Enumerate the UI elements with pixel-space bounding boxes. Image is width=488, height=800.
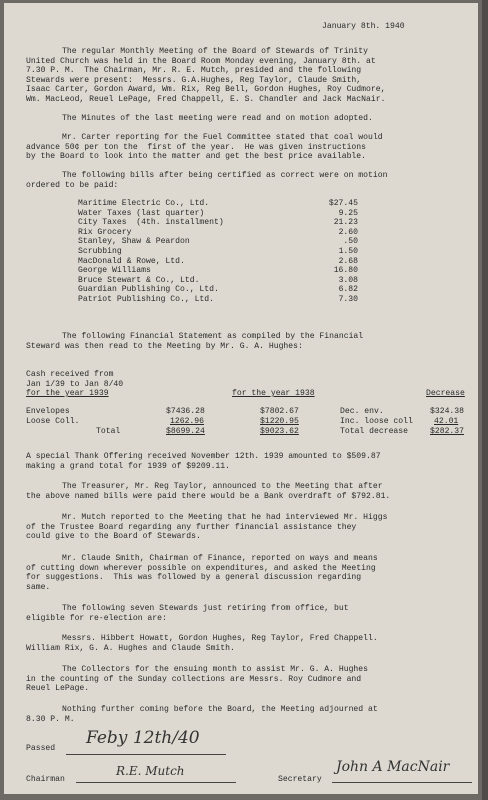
passed-date-handwritten: Feby 12th/40 bbox=[86, 728, 200, 748]
bill-row bbox=[78, 237, 358, 247]
bill-payee: Stanley, Shaw & Peardon bbox=[78, 237, 190, 247]
minutes-paragraph bbox=[26, 114, 466, 124]
loose-decrease: 42.01 bbox=[434, 417, 459, 426]
text-line: in the counting of the Sunday collections are Messrs. Roy Cudmore and bbox=[26, 674, 362, 684]
text-line: United Church was held in the Board Room Monday evening, January 8th. at bbox=[26, 56, 376, 66]
total-label: Total bbox=[96, 427, 121, 436]
text-line: William Rix, G. A. Hughes and Claude Smith. bbox=[26, 643, 235, 653]
bill-payee: Guardian Publishing Co., Ltd. bbox=[78, 285, 219, 295]
bill-row bbox=[78, 295, 358, 305]
bill-row bbox=[78, 218, 358, 228]
bill-payee: Rix Grocery bbox=[78, 227, 132, 237]
secretary-label: Secretary bbox=[278, 775, 322, 784]
loose-label: Loose Coll. bbox=[26, 417, 80, 426]
treasurer-paragraph bbox=[26, 482, 466, 501]
bill-payee: Patriot Publishing Co., Ltd. bbox=[78, 295, 214, 304]
secretary-signature: John A MacNair bbox=[336, 759, 450, 775]
loose-1938: $1220.95 bbox=[260, 417, 299, 426]
financial-intro-paragraph bbox=[26, 332, 466, 351]
bills-intro-paragraph bbox=[26, 171, 466, 190]
text-line: of cutting down wherever possible on expenditures, and asked the Meeting bbox=[26, 563, 376, 573]
bill-row bbox=[78, 285, 358, 295]
envelopes-note: Dec. env. bbox=[340, 407, 384, 416]
thank-offering-paragraph bbox=[26, 452, 466, 471]
meeting-date: January 8th. 1940 bbox=[322, 22, 405, 31]
loose-note: Inc. loose coll bbox=[340, 417, 413, 426]
text-line: by the Board to look into the matter and get the best price available. bbox=[26, 152, 366, 162]
text-line: 8.30 P. M. bbox=[26, 714, 75, 724]
text-line: The Collectors for the ensuing month to assist Mr. G. A. Hughes bbox=[62, 665, 368, 674]
bill-amount: 2.60 bbox=[338, 227, 358, 237]
text-line: Mr. Carter reporting for the Fuel Committee stated that coal would bbox=[62, 133, 383, 142]
bill-row bbox=[78, 266, 358, 276]
text-line: Reuel LePage. bbox=[26, 684, 90, 694]
text-line: Mr. Mutch reported to the Meeting that he had interviewed Mr. Higgs bbox=[62, 513, 388, 522]
text-line: The Minutes of the last meeting were read and on motion adopted. bbox=[62, 114, 373, 123]
text-line: advance 50¢ per ton the first of the year. He was given instructions bbox=[26, 142, 366, 152]
document-page bbox=[4, 3, 478, 794]
mutch-paragraph bbox=[26, 513, 466, 542]
text-line: same. bbox=[26, 582, 51, 592]
envelopes-decrease: $324.38 bbox=[430, 407, 464, 416]
bill-amount: .50 bbox=[343, 237, 358, 247]
text-line: Isaac Carter, Gordon Award, Wm. Rix, Reg Bell, Gordon Hughes, Roy Cudmore, bbox=[26, 85, 386, 95]
envelopes-1939: $7436.28 bbox=[166, 407, 205, 416]
text-line: The Treasurer, Mr. Reg Taylor, announced to the Meeting that after bbox=[62, 482, 383, 491]
text-line: 7.30 P. M. The Chairman, Mr. R. E. Mutch, presided and the following bbox=[26, 66, 362, 76]
bill-row bbox=[78, 199, 358, 209]
fuel-paragraph bbox=[26, 133, 466, 162]
bill-amount: 7.30 bbox=[338, 295, 358, 304]
bill-amount: 3.08 bbox=[338, 275, 358, 285]
text-line: Messrs. Hibbert Howatt, Gordon Hughes, Reg Taylor, Fred Chappell. bbox=[62, 634, 378, 643]
envelopes-label: Envelopes bbox=[26, 407, 70, 416]
bill-payee: Bruce Stewart & Co., Ltd. bbox=[78, 275, 200, 285]
text-line: for suggestions. This was followed by a general discussion regarding bbox=[26, 573, 362, 583]
chairman-label: Chairman bbox=[26, 775, 65, 784]
text-line: ordered to be paid: bbox=[26, 180, 119, 190]
bill-amount: $27.45 bbox=[328, 199, 358, 208]
bill-row bbox=[78, 257, 358, 267]
bill-payee: Scrubbing bbox=[78, 247, 122, 256]
bill-payee: George Williams bbox=[78, 266, 151, 276]
bill-row bbox=[78, 276, 358, 286]
bill-amount: 16.80 bbox=[333, 266, 358, 276]
chairman-line bbox=[76, 782, 236, 783]
bill-amount: 21.23 bbox=[333, 218, 358, 228]
total-1939: $8699.24 bbox=[166, 427, 205, 436]
cash-heading: Cash received from bbox=[26, 370, 114, 379]
bill-row bbox=[78, 228, 358, 238]
text-line: Mr. Claude Smith, Chairman of Finance, reported on ways and means bbox=[62, 554, 378, 563]
text-line: The regular Monthly Meeting of the Board of Stewards of Trinity bbox=[62, 47, 368, 56]
bill-amount: 6.82 bbox=[338, 285, 358, 295]
smith-paragraph bbox=[26, 554, 466, 592]
text-line: Steward was then read to the Meeting by Mr. G. A. Hughes: bbox=[26, 341, 303, 351]
total-decrease: $282.37 bbox=[430, 427, 464, 436]
year-1938-heading: for the year 1938 bbox=[232, 389, 315, 398]
bill-payee: Water Taxes (last quarter) bbox=[78, 208, 205, 218]
year-1939-heading: for the year 1939 bbox=[26, 389, 109, 398]
text-line: The following bills after being certified as correct were on motion bbox=[62, 171, 388, 180]
text-line: A special Thank Offering received November 12th. 1939 amounted to $509.87 bbox=[26, 452, 381, 461]
text-line: eligible for re-election are: bbox=[26, 613, 167, 623]
text-line: Stewards were present: Messrs. G.A.Hughes, Reg Taylor, Claude Smith, bbox=[26, 75, 362, 85]
text-line: making a grand total for 1939 of $9209.11. bbox=[26, 461, 230, 471]
bill-payee: City Taxes (4th. installment) bbox=[78, 218, 224, 228]
secretary-line bbox=[332, 782, 472, 783]
passed-label: Passed bbox=[26, 744, 56, 753]
text-line: could give to the Board of Stewards. bbox=[26, 532, 201, 542]
text-line: The following seven Stewards just retiring from office, but bbox=[62, 604, 349, 613]
retiring-paragraph bbox=[26, 604, 466, 623]
decrease-heading: Decrease bbox=[426, 389, 465, 398]
text-line: Wm. MacLeod, Reuel LePage, Fred Chappell, E. S. Chandler and Jack MacNair. bbox=[26, 94, 386, 104]
total-1938: $9023.62 bbox=[260, 427, 299, 436]
scan-edge bbox=[482, 0, 488, 800]
bill-row bbox=[78, 209, 358, 219]
intro-paragraph bbox=[26, 47, 466, 105]
text-line: Nothing further coming before the Board, the Meeting adjourned at bbox=[62, 705, 378, 714]
text-line: the above named bills were paid there would be a Bank overdraft of $792.81. bbox=[26, 491, 391, 501]
bill-payee: MacDonald & Rowe, Ltd. bbox=[78, 256, 185, 266]
passed-line bbox=[66, 754, 226, 755]
collectors-paragraph bbox=[26, 665, 466, 694]
bill-amount: 1.50 bbox=[338, 247, 358, 256]
bill-amount: 2.68 bbox=[338, 256, 358, 266]
total-note: Total decrease bbox=[340, 427, 408, 436]
bill-row bbox=[78, 247, 358, 257]
bill-payee: Maritime Electric Co., Ltd. bbox=[78, 199, 210, 208]
loose-1939: 1262.96 bbox=[170, 417, 204, 426]
cash-period: Jan 1/39 to Jan 8/40 bbox=[26, 380, 124, 389]
chairman-signature: R.E. Mutch bbox=[116, 764, 185, 778]
bill-amount: 9.25 bbox=[338, 208, 358, 218]
text-line: of the Trustee Board regarding any further financial assistance they bbox=[26, 522, 357, 532]
retiring-names-paragraph bbox=[26, 634, 466, 653]
envelopes-1938: $7802.67 bbox=[260, 407, 299, 416]
adjournment-paragraph bbox=[26, 705, 466, 724]
text-line: The following Financial Statement as compiled by the Financial bbox=[62, 332, 364, 341]
